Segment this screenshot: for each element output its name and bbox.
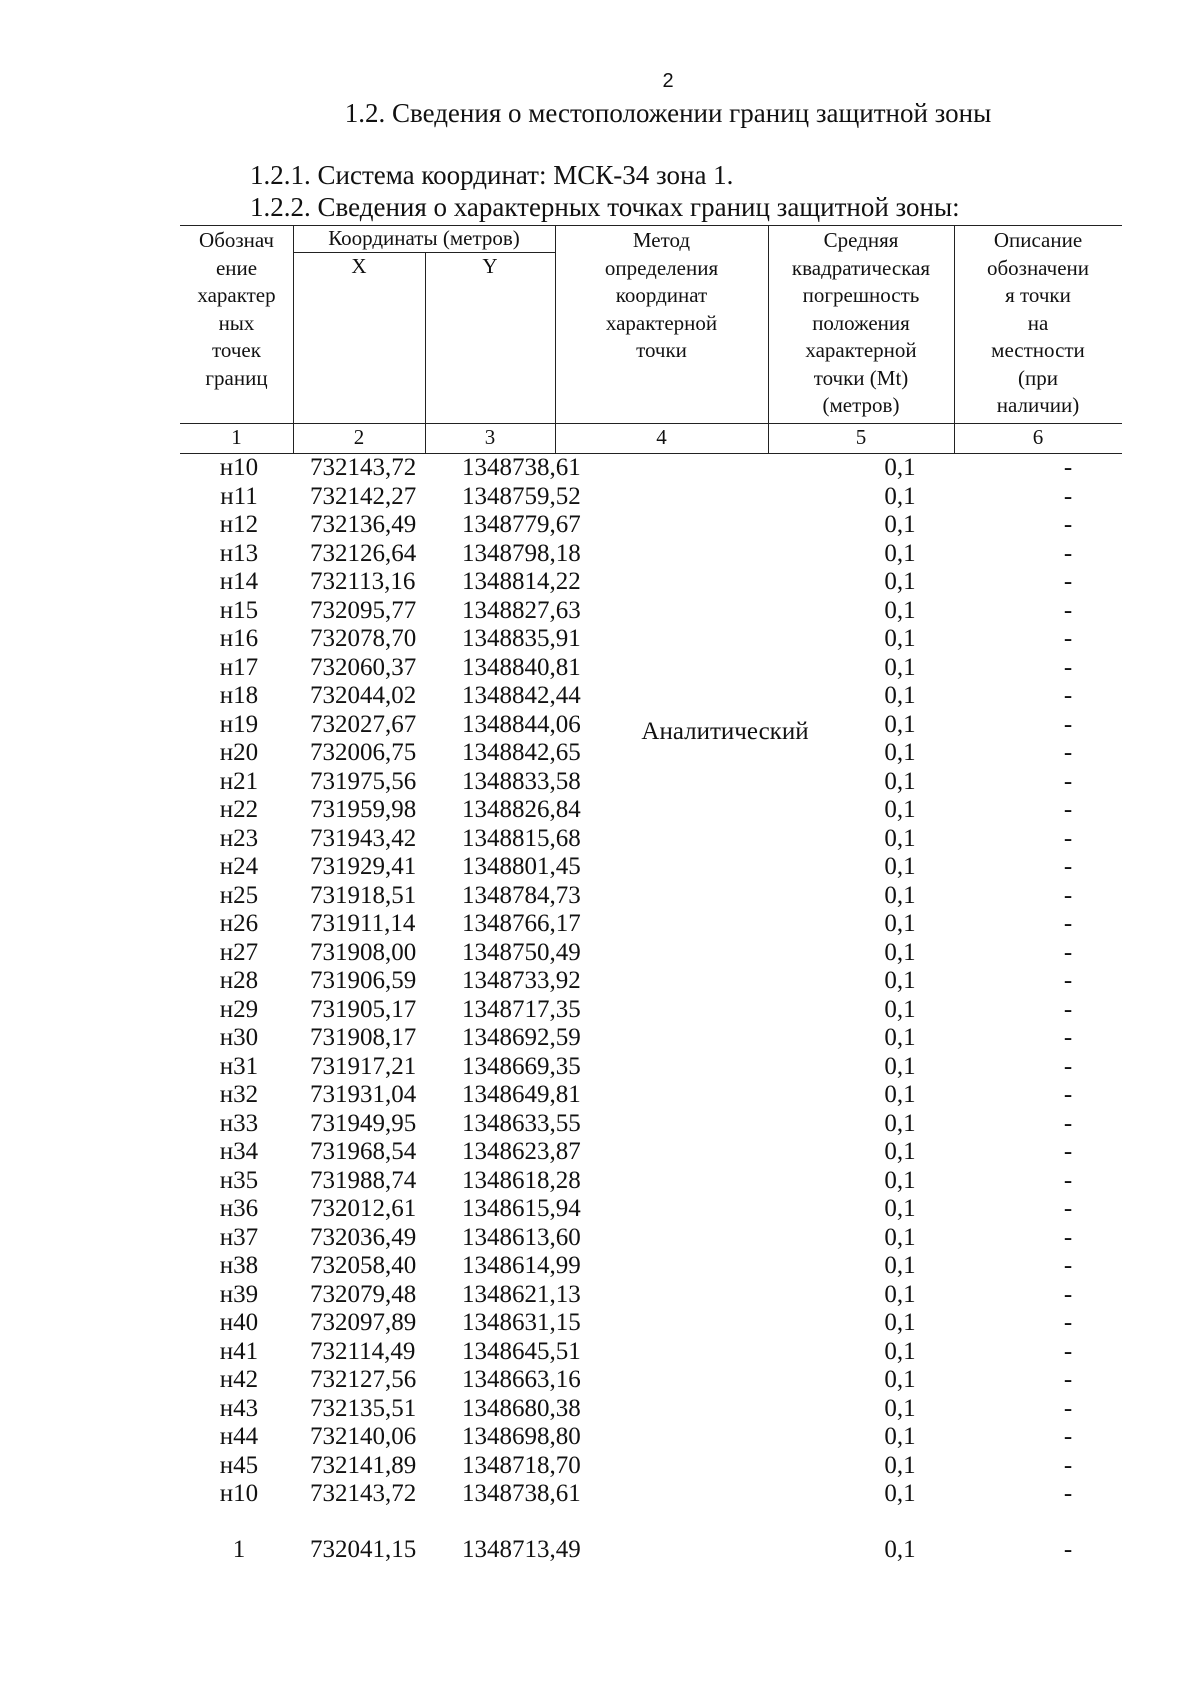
point-id: н11 — [220, 482, 258, 510]
point-id: н10 — [219, 454, 259, 481]
y-coordinate: 1348649,81 — [462, 1081, 581, 1108]
table-row — [0, 996, 1200, 1025]
x-coordinate: 732114,49 — [310, 1337, 416, 1365]
point-id: н18 — [219, 682, 259, 709]
description-value: - — [1063, 1394, 1073, 1422]
accuracy-value: 0,1 — [884, 1052, 916, 1080]
y-coordinate: 1348669,35 — [462, 1052, 581, 1080]
description-value: - — [1063, 1480, 1073, 1507]
accuracy-value: 0,1 — [884, 1252, 916, 1279]
x-coordinate: 732079,48 — [310, 1280, 417, 1308]
column-number-1: 1 — [231, 425, 242, 449]
table-row — [0, 1138, 1200, 1167]
accuracy-value: 0,1 — [884, 1309, 916, 1336]
header-designation: Обознач ение характер ных точек границ — [197, 228, 276, 390]
column-number-4: 4 — [656, 425, 667, 449]
header-description: Описание обозначени я точки на местности (при наличии) — [986, 228, 1090, 417]
x-coordinate: 732097,89 — [310, 1309, 417, 1336]
accuracy-value: 0,1 — [884, 1081, 916, 1108]
table-row — [0, 1281, 1200, 1310]
y-coordinate: 1348692,59 — [462, 1024, 581, 1051]
x-coordinate: 732095,77 — [310, 596, 417, 624]
accuracy-value: 0,1 — [884, 739, 916, 766]
accuracy-value: 0,1 — [884, 1166, 916, 1194]
point-id: 1 — [232, 1535, 246, 1563]
y-coordinate: 1348840,81 — [462, 653, 581, 681]
y-coordinate: 1348717,35 — [462, 995, 581, 1023]
point-id: н15 — [219, 596, 259, 624]
accuracy-value: 0,1 — [884, 682, 916, 709]
column-number-6: 6 — [1032, 425, 1044, 449]
point-id: н12 — [219, 511, 259, 538]
x-coordinate: 731918,51 — [310, 881, 417, 909]
description-value: - — [1063, 1138, 1073, 1165]
description-value: - — [1063, 1451, 1073, 1479]
header-accuracy: Средняя квадратическая погрешность положения характерной точки (Mt) (метров) — [791, 228, 931, 417]
point-id: н19 — [219, 710, 259, 738]
description-value: - — [1063, 653, 1073, 681]
y-coordinate: 1348613,60 — [462, 1223, 581, 1251]
table-row — [0, 540, 1200, 569]
point-id: н17 — [219, 653, 259, 681]
x-coordinate: 731943,42 — [310, 824, 417, 852]
x-coordinate: 732036,49 — [310, 1223, 417, 1251]
y-coordinate: 1348623,87 — [462, 1138, 581, 1165]
accuracy-value: 0,1 — [884, 653, 916, 681]
table-row — [0, 597, 1200, 626]
table-row — [0, 682, 1200, 711]
accuracy-value: 0,1 — [884, 454, 916, 481]
x-coordinate: 732060,37 — [310, 653, 417, 681]
description-value: - — [1063, 1252, 1073, 1279]
accuracy-value: 0,1 — [884, 1195, 916, 1222]
y-coordinate: 1348645,51 — [462, 1337, 581, 1365]
y-coordinate: 1348698,80 — [462, 1423, 581, 1450]
x-coordinate: 732143,72 — [310, 454, 417, 481]
table-row — [0, 882, 1200, 911]
table-row — [0, 1053, 1200, 1082]
x-coordinate: 732044,02 — [310, 682, 417, 709]
y-coordinate: 1348733,92 — [462, 967, 581, 994]
table-row — [0, 939, 1200, 968]
y-coordinate: 1348680,38 — [462, 1394, 581, 1422]
description-value: - — [1063, 796, 1073, 823]
y-coordinate: 1348798,18 — [462, 539, 581, 567]
y-coordinate: 1348827,63 — [462, 596, 581, 624]
point-id: н37 — [219, 1223, 259, 1251]
x-coordinate: 732140,06 — [310, 1423, 417, 1450]
points-info-line: 1.2.2. Сведения о характерных точках границ защитной зоны: — [250, 192, 960, 222]
description-value: - — [1063, 910, 1073, 937]
point-id: н24 — [219, 853, 259, 880]
y-coordinate: 1348766,17 — [462, 910, 581, 937]
y-coordinate: 1348784,73 — [462, 881, 581, 909]
y-coordinate: 1348713,49 — [462, 1535, 581, 1563]
table-row — [0, 1452, 1200, 1481]
accuracy-value: 0,1 — [884, 539, 916, 567]
y-coordinate: 1348614,99 — [462, 1252, 581, 1279]
description-value: - — [1063, 1337, 1073, 1365]
table-row — [0, 967, 1200, 996]
accuracy-value: 0,1 — [884, 853, 916, 880]
col-divider-2 — [425, 252, 426, 453]
accuracy-value: 0,1 — [884, 1337, 916, 1365]
table-row — [0, 1167, 1200, 1196]
table-row — [0, 454, 1200, 483]
table-row — [0, 1024, 1200, 1053]
description-value: - — [1063, 710, 1073, 738]
x-coordinate: 731905,17 — [310, 995, 417, 1023]
description-value: - — [1063, 596, 1073, 624]
header-coordinates: Координаты (метров) — [328, 226, 520, 250]
point-id: н38 — [219, 1252, 259, 1279]
header-method: Метод определения координат характерной точки — [604, 228, 719, 362]
column-number-2: 2 — [353, 425, 365, 449]
y-coordinate: 1348759,52 — [462, 482, 581, 510]
table-row — [0, 625, 1200, 654]
accuracy-value: 0,1 — [884, 995, 916, 1023]
header-x: X — [351, 254, 367, 278]
accuracy-value: 0,1 — [884, 910, 916, 937]
description-value: - — [1063, 539, 1073, 567]
point-id: н41 — [219, 1337, 259, 1365]
table-row — [0, 1480, 1200, 1509]
accuracy-value: 0,1 — [884, 1394, 916, 1422]
x-coordinate: 732006,75 — [310, 739, 417, 766]
point-id: н45 — [219, 1451, 259, 1479]
table-row — [0, 1338, 1200, 1367]
y-coordinate: 1348815,68 — [462, 824, 581, 852]
accuracy-value: 0,1 — [884, 1535, 916, 1563]
description-value: - — [1063, 853, 1073, 880]
accuracy-value: 0,1 — [884, 767, 916, 795]
x-coordinate: 731917,21 — [310, 1052, 417, 1080]
accuracy-value: 0,1 — [884, 796, 916, 823]
table-row — [0, 1366, 1200, 1395]
table-row — [0, 796, 1200, 825]
x-coordinate: 732113,16 — [310, 568, 416, 595]
point-id: н30 — [219, 1024, 259, 1051]
table-row — [0, 1195, 1200, 1224]
table-row — [0, 825, 1200, 854]
x-coordinate: 732135,51 — [310, 1394, 417, 1422]
point-id: н10 — [219, 1480, 259, 1507]
x-coordinate: 732136,49 — [310, 511, 417, 538]
accuracy-value: 0,1 — [884, 625, 916, 652]
description-value: - — [1063, 568, 1073, 595]
table-row — [0, 1081, 1200, 1110]
accuracy-value: 0,1 — [884, 568, 916, 595]
point-id: н33 — [219, 1109, 259, 1137]
table-row — [0, 768, 1200, 797]
y-coordinate: 1348801,45 — [462, 853, 581, 880]
table-row — [0, 1309, 1200, 1338]
description-value: - — [1063, 1309, 1073, 1336]
header-y: Y — [482, 254, 498, 278]
accuracy-value: 0,1 — [884, 824, 916, 852]
description-value: - — [1063, 682, 1073, 709]
table-row — [0, 1110, 1200, 1139]
column-number-3: 3 — [484, 425, 496, 449]
accuracy-value: 0,1 — [884, 710, 916, 738]
accuracy-value: 0,1 — [884, 1366, 916, 1393]
description-value: - — [1063, 1081, 1073, 1108]
description-value: - — [1063, 767, 1073, 795]
accuracy-value: 0,1 — [884, 1480, 916, 1507]
description-value: - — [1063, 1366, 1073, 1393]
table-row — [0, 853, 1200, 882]
x-coordinate: 731931,04 — [310, 1081, 417, 1108]
description-value: - — [1063, 1024, 1073, 1051]
accuracy-value: 0,1 — [884, 1223, 916, 1251]
x-coordinate: 731929,41 — [310, 853, 417, 880]
description-value: - — [1063, 1166, 1073, 1194]
y-coordinate: 1348842,44 — [462, 682, 581, 709]
description-value: - — [1063, 1535, 1073, 1563]
accuracy-value: 0,1 — [884, 482, 916, 510]
table-row — [0, 654, 1200, 683]
accuracy-value: 0,1 — [884, 1451, 916, 1479]
y-coordinate: 1348621,13 — [462, 1280, 581, 1308]
point-id: н35 — [219, 1166, 259, 1194]
x-coordinate: 732141,89 — [310, 1451, 417, 1479]
point-id: н13 — [219, 539, 259, 567]
accuracy-value: 0,1 — [884, 1024, 916, 1051]
description-value: - — [1063, 881, 1073, 909]
table-row — [0, 568, 1200, 597]
y-coordinate: 1348842,65 — [462, 739, 581, 766]
point-id: н44 — [219, 1423, 259, 1450]
description-value: - — [1063, 1280, 1073, 1308]
point-id: н23 — [219, 824, 259, 852]
coordinate-system-line: 1.2.1. Система координат: МСК-34 зона 1. — [250, 160, 734, 190]
point-id: н31 — [219, 1052, 259, 1080]
point-id: н34 — [219, 1138, 259, 1165]
x-coordinate: 731908,17 — [310, 1024, 417, 1051]
column-number-5: 5 — [855, 425, 867, 449]
point-id: н28 — [219, 967, 259, 994]
x-coordinate: 732078,70 — [310, 625, 417, 652]
point-id: н36 — [219, 1195, 259, 1222]
x-coordinate: 731911,14 — [310, 910, 416, 937]
x-coordinate: 731975,56 — [310, 767, 417, 795]
table-row — [0, 1395, 1200, 1424]
accuracy-value: 0,1 — [884, 881, 916, 909]
point-id: н43 — [219, 1394, 259, 1422]
description-value: - — [1063, 511, 1073, 538]
table-row — [0, 511, 1200, 540]
y-coordinate: 1348663,16 — [462, 1366, 581, 1393]
y-coordinate: 1348738,61 — [462, 454, 581, 481]
point-id: н32 — [219, 1081, 259, 1108]
y-coordinate: 1348631,15 — [462, 1309, 581, 1336]
method-value: Аналитический — [641, 718, 809, 745]
accuracy-value: 0,1 — [884, 511, 916, 538]
description-value: - — [1063, 967, 1073, 994]
description-value: - — [1063, 1423, 1073, 1450]
y-coordinate: 1348835,91 — [462, 625, 581, 652]
description-value: - — [1063, 824, 1073, 852]
description-value: - — [1063, 625, 1073, 652]
description-value: - — [1063, 995, 1073, 1023]
accuracy-value: 0,1 — [884, 596, 916, 624]
point-id: н22 — [219, 796, 259, 823]
description-value: - — [1063, 1052, 1073, 1080]
point-id: н29 — [219, 995, 259, 1023]
table-row — [0, 910, 1200, 939]
x-coordinate: 732027,67 — [310, 710, 417, 738]
x-coordinate: 731968,54 — [310, 1138, 417, 1165]
x-coordinate: 732142,27 — [310, 482, 417, 510]
point-id: н16 — [219, 625, 259, 652]
description-value: - — [1063, 482, 1073, 510]
point-id: н20 — [219, 739, 259, 766]
accuracy-value: 0,1 — [884, 1138, 916, 1165]
y-coordinate: 1348750,49 — [462, 938, 581, 966]
table-row — [0, 483, 1200, 512]
y-coordinate: 1348633,55 — [462, 1109, 581, 1137]
accuracy-value: 0,1 — [884, 967, 916, 994]
y-coordinate: 1348833,58 — [462, 767, 581, 795]
description-value: - — [1063, 454, 1073, 481]
y-coordinate: 1348718,70 — [462, 1451, 581, 1479]
x-coordinate: 732143,72 — [310, 1480, 417, 1507]
accuracy-value: 0,1 — [884, 1423, 916, 1450]
description-value: - — [1063, 1223, 1073, 1251]
y-coordinate: 1348738,61 — [462, 1480, 581, 1507]
point-id: н40 — [219, 1309, 259, 1336]
x-coordinate: 732041,15 — [310, 1535, 417, 1563]
point-id: н39 — [219, 1280, 259, 1308]
description-value: - — [1063, 1109, 1073, 1137]
table-row — [0, 1224, 1200, 1253]
page-number: 2 — [662, 70, 674, 92]
y-coordinate: 1348779,67 — [462, 511, 581, 538]
y-coordinate: 1348618,28 — [462, 1166, 581, 1194]
point-id: н14 — [219, 568, 259, 595]
accuracy-value: 0,1 — [884, 938, 916, 966]
description-value: - — [1063, 739, 1073, 766]
x-coordinate: 732058,40 — [310, 1252, 417, 1279]
x-coordinate: 731959,98 — [310, 796, 417, 823]
x-coordinate: 731988,74 — [310, 1166, 417, 1194]
table-row — [0, 1536, 1200, 1565]
accuracy-value: 0,1 — [884, 1280, 916, 1308]
point-id: н25 — [219, 881, 259, 909]
y-coordinate: 1348826,84 — [462, 796, 581, 823]
point-id: н42 — [219, 1366, 259, 1393]
point-id: н21 — [219, 767, 259, 795]
y-coordinate: 1348844,06 — [462, 710, 581, 738]
x-coordinate: 731906,59 — [310, 967, 417, 994]
y-coordinate: 1348814,22 — [462, 568, 581, 595]
table-row — [0, 1423, 1200, 1452]
accuracy-value: 0,1 — [884, 1109, 916, 1137]
y-coordinate: 1348615,94 — [462, 1195, 581, 1222]
point-id: н26 — [219, 910, 259, 937]
table-header — [180, 225, 1122, 457]
table-row — [0, 1252, 1200, 1281]
section-heading: 1.2. Сведения о местоположении границ защитной зоны — [344, 98, 992, 128]
x-coordinate: 732126,64 — [310, 539, 417, 567]
x-coordinate: 732127,56 — [310, 1366, 417, 1393]
description-value: - — [1063, 1195, 1073, 1222]
x-coordinate: 731949,95 — [310, 1109, 417, 1137]
x-coordinate: 732012,61 — [310, 1195, 417, 1222]
description-value: - — [1063, 938, 1073, 966]
point-id: н27 — [219, 938, 259, 966]
x-coordinate: 731908,00 — [310, 938, 417, 966]
